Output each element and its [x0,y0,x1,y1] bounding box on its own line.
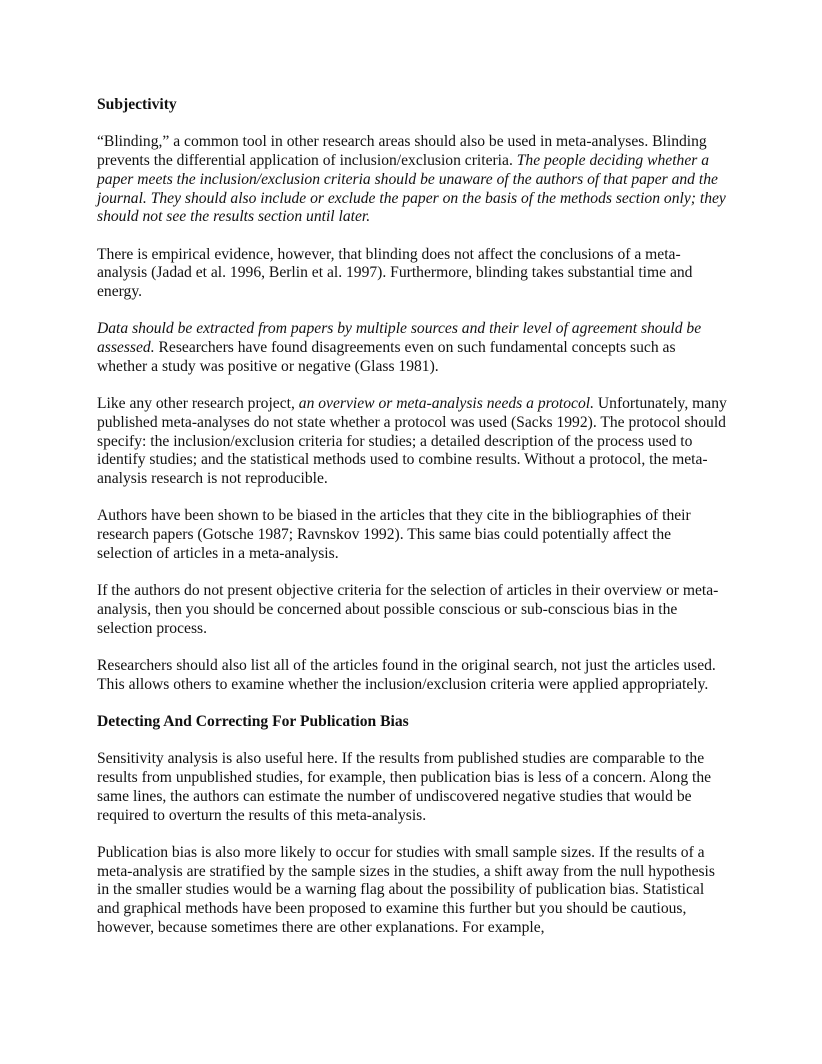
paragraph-list-articles [97,657,729,694]
text-run: There is empirical evidence, however, that blinding does not affect the conclusions of a meta-analysis (Jadad et al. 1996, Berlin et al. 1997). Furthermore, blinding takes substantial time and energy. [97,245,693,300]
paragraph-protocol [97,395,729,489]
paragraph-data-extraction [97,320,729,376]
paragraph-small-sample-sizes [97,844,729,938]
section-heading-publication-bias: Detecting And Correcting For Publication Bias [97,713,409,731]
document-page [97,96,729,937]
text-run: Researchers have found disagreements even on such fundamental concepts such as whether a study was positive or negative (Glass 1981). [97,339,676,375]
text-run: Publication bias is also more likely to occur for studies with small sample sizes. If the results of a meta-analysis are stratified by the sample sizes in the studies, a shift away from the null hypothesis in the smaller studies would be a warning flag about the possibility of publication bias. Statistical and graphical methods have been proposed to examine this further but you should be cautious, however, because sometimes there are other explanations. For example, [97,843,715,936]
text-run: “Blinding,” a common tool in other research areas should also be used in meta-analyses. Blinding prevents the differential application of inclusion/exclusion criteria. [97,133,707,170]
italic-text-run: an overview or meta-analysis needs a protocol. [298,395,594,413]
paragraph-citation-bias [97,507,729,563]
text-run: Like any other research project, [97,395,299,413]
text-run: Sensitivity analysis is also useful here. If the results from published studies are comparable to the results from unpublished studies, for example, then publication bias is less of a concern. Along the same lines, the authors can estimate the number of undiscovered negative studies that would be required to overturn the results of this meta-analysis. [97,750,712,824]
italic-text-run: Data should be extracted from papers by multiple sources and their level of agreement should be assessed. [97,320,702,357]
paragraph-empirical-evidence [97,246,729,302]
text-run: Researchers should also list all of the articles found in the original search, not just the articles used. This allows others to examine whether the inclusion/exclusion criteria were applied appropriately. [97,656,716,693]
paragraph-selection-criteria [97,582,729,638]
text-run: Unfortunately, many published meta-analyses do not state whether a protocol was used (Sacks 1992). The protocol should specify: the inclusion/exclusion criteria for studies; a detailed description of the process used to identify studies; and the statistical methods used to combine results. Without a protocol, the meta-analysis research is not reproducible. [97,395,727,487]
text-run: If the authors do not present objective criteria for the selection of articles in their overview or meta-analysis, then you should be concerned about possible conscious or sub-conscious bias in the selection process. [97,582,719,637]
italic-text-run: The people deciding whether a paper meets the inclusion/exclusion criteria should be unaware of the authors of that paper and the journal. They should also include or exclude the paper on the basis of the methods section only; they should not see the results section until later. [97,152,726,226]
text-run: Authors have been shown to be biased in the articles that they cite in the bibliographies of their research papers (Gotsche 1987; Ravnskov 1992). This same bias could potentially affect the selection of articles in a meta-analysis. [97,507,691,562]
paragraph-blinding [97,133,729,227]
section-heading-subjectivity: Subjectivity [97,96,177,113]
paragraph-sensitivity-analysis [97,750,729,825]
